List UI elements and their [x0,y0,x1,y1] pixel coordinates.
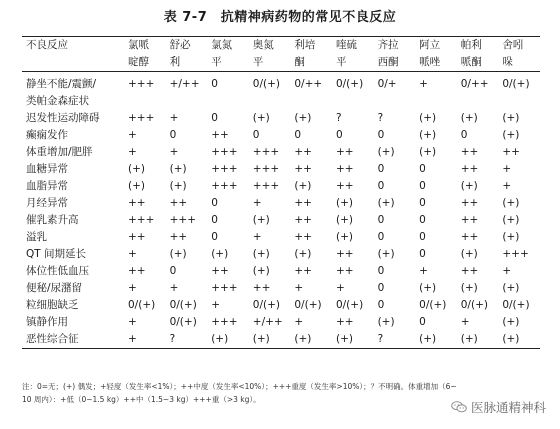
table-cell: ++ [169,231,188,243]
table-cell: 0/(+) [460,299,488,311]
adverse-effects-table [22,36,540,349]
column-header: 利培 [290,37,332,55]
table-cell: 0 [419,214,426,226]
table-cell [249,93,291,110]
table-cell: 0 [211,231,218,243]
table-cell: (+) [332,331,374,349]
table-cell: +++ [211,146,238,158]
table-cell: + [128,146,137,158]
table-cell: ++ [335,248,354,260]
row-label: 静坐不能/震颤/ [26,78,97,90]
table-cell: ? [166,331,208,349]
table-cell: + [211,299,220,311]
column-header: 氯哌 [124,37,166,55]
table-cell: ++ [294,163,312,175]
table-cell: ++ [294,265,312,277]
table-cell: 0 [377,265,385,277]
table-cell: + [128,129,137,141]
table-cell: (+) [211,248,229,260]
table-cell: 0 [211,197,218,209]
table-cell: ? [335,112,342,124]
table-cell: ++ [294,231,312,243]
table-cell: (+) [377,248,395,260]
table-cell: (+) [460,248,478,260]
row-label: 粒细胞缺乏 [26,299,79,311]
table-cell: 0 [377,129,385,141]
table-row [22,93,540,110]
table-cell: (+) [128,163,145,175]
table-cell: 0 [377,299,385,311]
table-cell: 0 [419,231,426,243]
table-cell: +++ [252,180,280,192]
table-row [22,263,540,280]
table-cell [124,93,166,110]
table-cell: (+) [377,316,395,328]
table-cell: (+) [419,129,437,141]
table-cell: 0/(+) [169,299,197,311]
column-header-line2: 啶醇 [124,54,166,72]
table-cell: ++ [294,197,312,209]
table-cell: (+) [460,180,478,192]
table-cell: 0 [169,265,177,277]
row-label: 类帕金森症状 [26,95,89,107]
table-cell: +++ [252,163,280,175]
footnote-line: 注：0=无；(+) 偶发；+轻度（发生率<1%）；++中度（发生率<10%）；+++重度（发生率>10%）；？不明确。体重增加（6~ [22,382,457,391]
table-cell: (+) [169,180,187,192]
table-cell: + [502,265,512,277]
table-cell: (+) [419,112,437,124]
table-cell: (+) [294,180,312,192]
table-cell: (+) [128,180,145,192]
table-cell: +++ [128,78,155,90]
table-cell: ++ [335,163,354,175]
table-row [22,161,540,178]
column-header: 奥氮 [249,37,291,55]
table-cell: + [169,282,179,294]
table-cell: (+) [419,282,437,294]
table-cell: (+) [252,265,270,277]
table-cell: ++ [169,197,188,209]
table-cell: (+) [377,146,395,158]
table-caption: 表 7-7 抗精神病药物的常见不良反应 [163,10,397,25]
table-cell: ++ [460,231,479,243]
table-cell: 0 [460,129,468,141]
table-cell: 0 [419,197,426,209]
table-row [22,178,540,195]
table-cell: ++ [128,231,146,243]
footnote-line: 10 周内）：+低（0~1.5 kg）++中（1.5~3 kg）+++重（>3 kg）。 [22,395,261,404]
row-label: 体位性低血压 [26,265,89,277]
table-cell: + [252,197,262,209]
table-cell: ++ [335,146,354,158]
table-cell: +++ [252,146,280,158]
table-cell: 0 [419,248,426,260]
column-header: 舍吲 [498,37,540,55]
table-cell: + [419,265,428,277]
table-cell: ++ [502,146,520,158]
table-cell: 0 [211,112,218,124]
row-label: 癫痫发作 [26,129,68,141]
table-cell: + [294,316,304,328]
column-header: 氯氮 [207,37,249,55]
table-cell: +/++ [169,78,200,90]
table-cell: 0/(+) [335,78,364,90]
table-cell: 0 [377,163,385,175]
table-cell: +/++ [252,316,283,328]
table-cell [415,93,457,110]
table-cell: 0 [377,214,385,226]
row-label: 迟发性运动障碍 [26,112,100,124]
table-cell: 0/(+) [419,299,447,311]
table-cell [290,93,332,110]
column-header: 喹硫 [332,37,374,55]
row-label: 血糖异常 [26,163,68,175]
column-header-line2: 哌唑 [415,54,457,72]
table-cell: ++ [335,180,354,192]
table-cell: 0/(+) [252,78,280,90]
table-cell: + [502,163,512,175]
table-row [22,297,540,314]
table-cell: 0/+ [377,78,397,90]
table-cell: ++ [252,282,271,294]
table-cell: 0 [211,78,218,90]
table-cell: 0 [169,129,177,141]
table-cell: (+) [460,112,478,124]
table-row [22,127,540,144]
column-header-line2: 平 [332,54,374,72]
table-cell: 0 [419,316,426,328]
table-cell: +++ [169,214,196,226]
table-cell: (+) [502,197,520,209]
table-cell: ++ [335,316,354,328]
column-header: 阿立 [415,37,457,55]
table-cell: 0 [252,129,260,141]
table-cell: (+) [169,248,187,260]
table-cell: + [124,331,166,349]
row-label: 月经异常 [26,197,68,209]
table-cell: ++ [294,214,312,226]
table-cell: +++ [211,282,238,294]
column-header: 帕利 [457,37,499,55]
table-cell: (+) [249,331,291,349]
table-cell: (+) [252,248,270,260]
table-cell: + [128,248,137,260]
table-cell: 0 [377,282,385,294]
table-cell: 0 [294,129,302,141]
table-cell: ++ [211,265,229,277]
column-header: 不良反应 [22,37,124,55]
table-cell: ++ [460,265,479,277]
table-cell: + [419,78,428,90]
column-header: 齐拉 [374,37,416,55]
wechat-logo-icon [451,401,467,413]
table-cell: + [502,180,512,192]
table-cell [374,93,416,110]
table-cell: ++ [460,197,479,209]
table-cell: +++ [211,163,238,175]
column-header-line2: 平 [207,54,249,72]
table-cell: (+) [169,163,187,175]
row-label: 恶性综合征 [22,331,124,349]
table-cell: ++ [460,214,479,226]
table-cell: 0/(+) [335,299,364,311]
table-cell: 0/++ [294,78,323,90]
table-cell: (+) [335,231,353,243]
row-label: 体重增加/肥胖 [26,146,93,158]
table-cell: 0/(+) [294,299,322,311]
table-cell: + [252,231,262,243]
table-cell: ++ [294,146,312,158]
table-row [22,144,540,161]
row-label: 镇静作用 [26,316,68,328]
table-cell: ++ [128,197,146,209]
table-cell [457,93,499,110]
table-cell: + [335,282,345,294]
table-cell: 0 [419,180,426,192]
table-cell: + [128,282,137,294]
table-cell [332,93,374,110]
table-cell: (+) [419,146,437,158]
row-label: 溢乳 [26,231,47,243]
table-row [22,195,540,212]
column-header-line2: 酮 [290,54,332,72]
column-header-line2: 利 [166,54,208,72]
table-cell: +++ [502,248,529,260]
table-cell: (+) [335,197,353,209]
table-cell: ++ [460,146,479,158]
row-label: 便秘/尿潴留 [26,282,83,294]
table-cell: (+) [502,112,520,124]
table-cell: (+) [502,316,520,328]
table-cell [498,93,540,110]
table-row [22,314,540,331]
row-label: 催乳素升高 [26,214,79,226]
row-label: 血脂异常 [26,180,68,192]
table-cell: 0 [419,163,426,175]
table-cell: (+) [252,112,270,124]
table-cell: (+) [207,331,249,349]
table-cell: + [460,316,470,328]
column-header-line2: 哌酮 [457,54,499,72]
table-cell: ++ [460,163,479,175]
table-cell: 0 [335,129,343,141]
table-cell: 0 [211,214,218,226]
table-cell: +++ [211,180,238,192]
table-cell: (+) [335,214,353,226]
table-cell: ? [377,112,384,124]
table-cell: (+) [498,331,540,349]
table-cell: +++ [128,214,155,226]
table-cell: (+) [502,282,520,294]
table-cell: (+) [415,331,457,349]
table-cell [207,93,249,110]
table-cell: 0 [377,231,385,243]
table-row [22,331,540,349]
table-cell: (+) [460,282,478,294]
table-cell: 0/(+) [169,316,197,328]
table-cell: + [169,112,179,124]
table-cell: 0/(+) [252,299,280,311]
table-cell: + [128,316,137,328]
table-body [22,72,540,349]
table-cell: 0/(+) [502,299,530,311]
table-cell: (+) [294,248,312,260]
table-cell: 0 [377,180,385,192]
table-cell: 0/(+) [128,299,156,311]
column-header-line2: 西酮 [374,54,416,72]
column-header-line2 [22,54,124,72]
table-cell: ++ [128,265,146,277]
row-label: QT 间期延长 [26,248,87,260]
watermark [451,398,546,416]
column-header-line2: 哚 [498,54,540,72]
table-row [22,110,540,127]
table-cell [166,93,208,110]
table-cell: ++ [335,265,354,277]
table-cell: (+) [502,214,520,226]
table-cell: + [169,146,179,158]
table-cell: (+) [457,331,499,349]
table-cell: (+) [290,331,332,349]
table-cell: (+) [377,197,395,209]
table-cell: ++ [211,129,229,141]
table-row [22,280,540,297]
table-cell: (+) [252,214,270,226]
column-header-line2: 平 [249,54,291,72]
table-cell: (+) [294,112,312,124]
table-row [22,229,540,246]
table-cell: + [294,282,304,294]
table-row [22,72,540,94]
table-row [22,246,540,263]
watermark-text: 医脉通精神科 [470,400,546,415]
table-cell: 0/++ [460,78,489,90]
table-cell: (+) [502,129,520,141]
table-row [22,212,540,229]
table-cell: (+) [502,231,520,243]
table-cell: 0/(+) [502,78,530,90]
table-cell: +++ [211,316,238,328]
table-cell: +++ [128,112,155,124]
table-header [22,37,540,72]
column-header: 舒必 [166,37,208,55]
table-cell: ? [374,331,416,349]
